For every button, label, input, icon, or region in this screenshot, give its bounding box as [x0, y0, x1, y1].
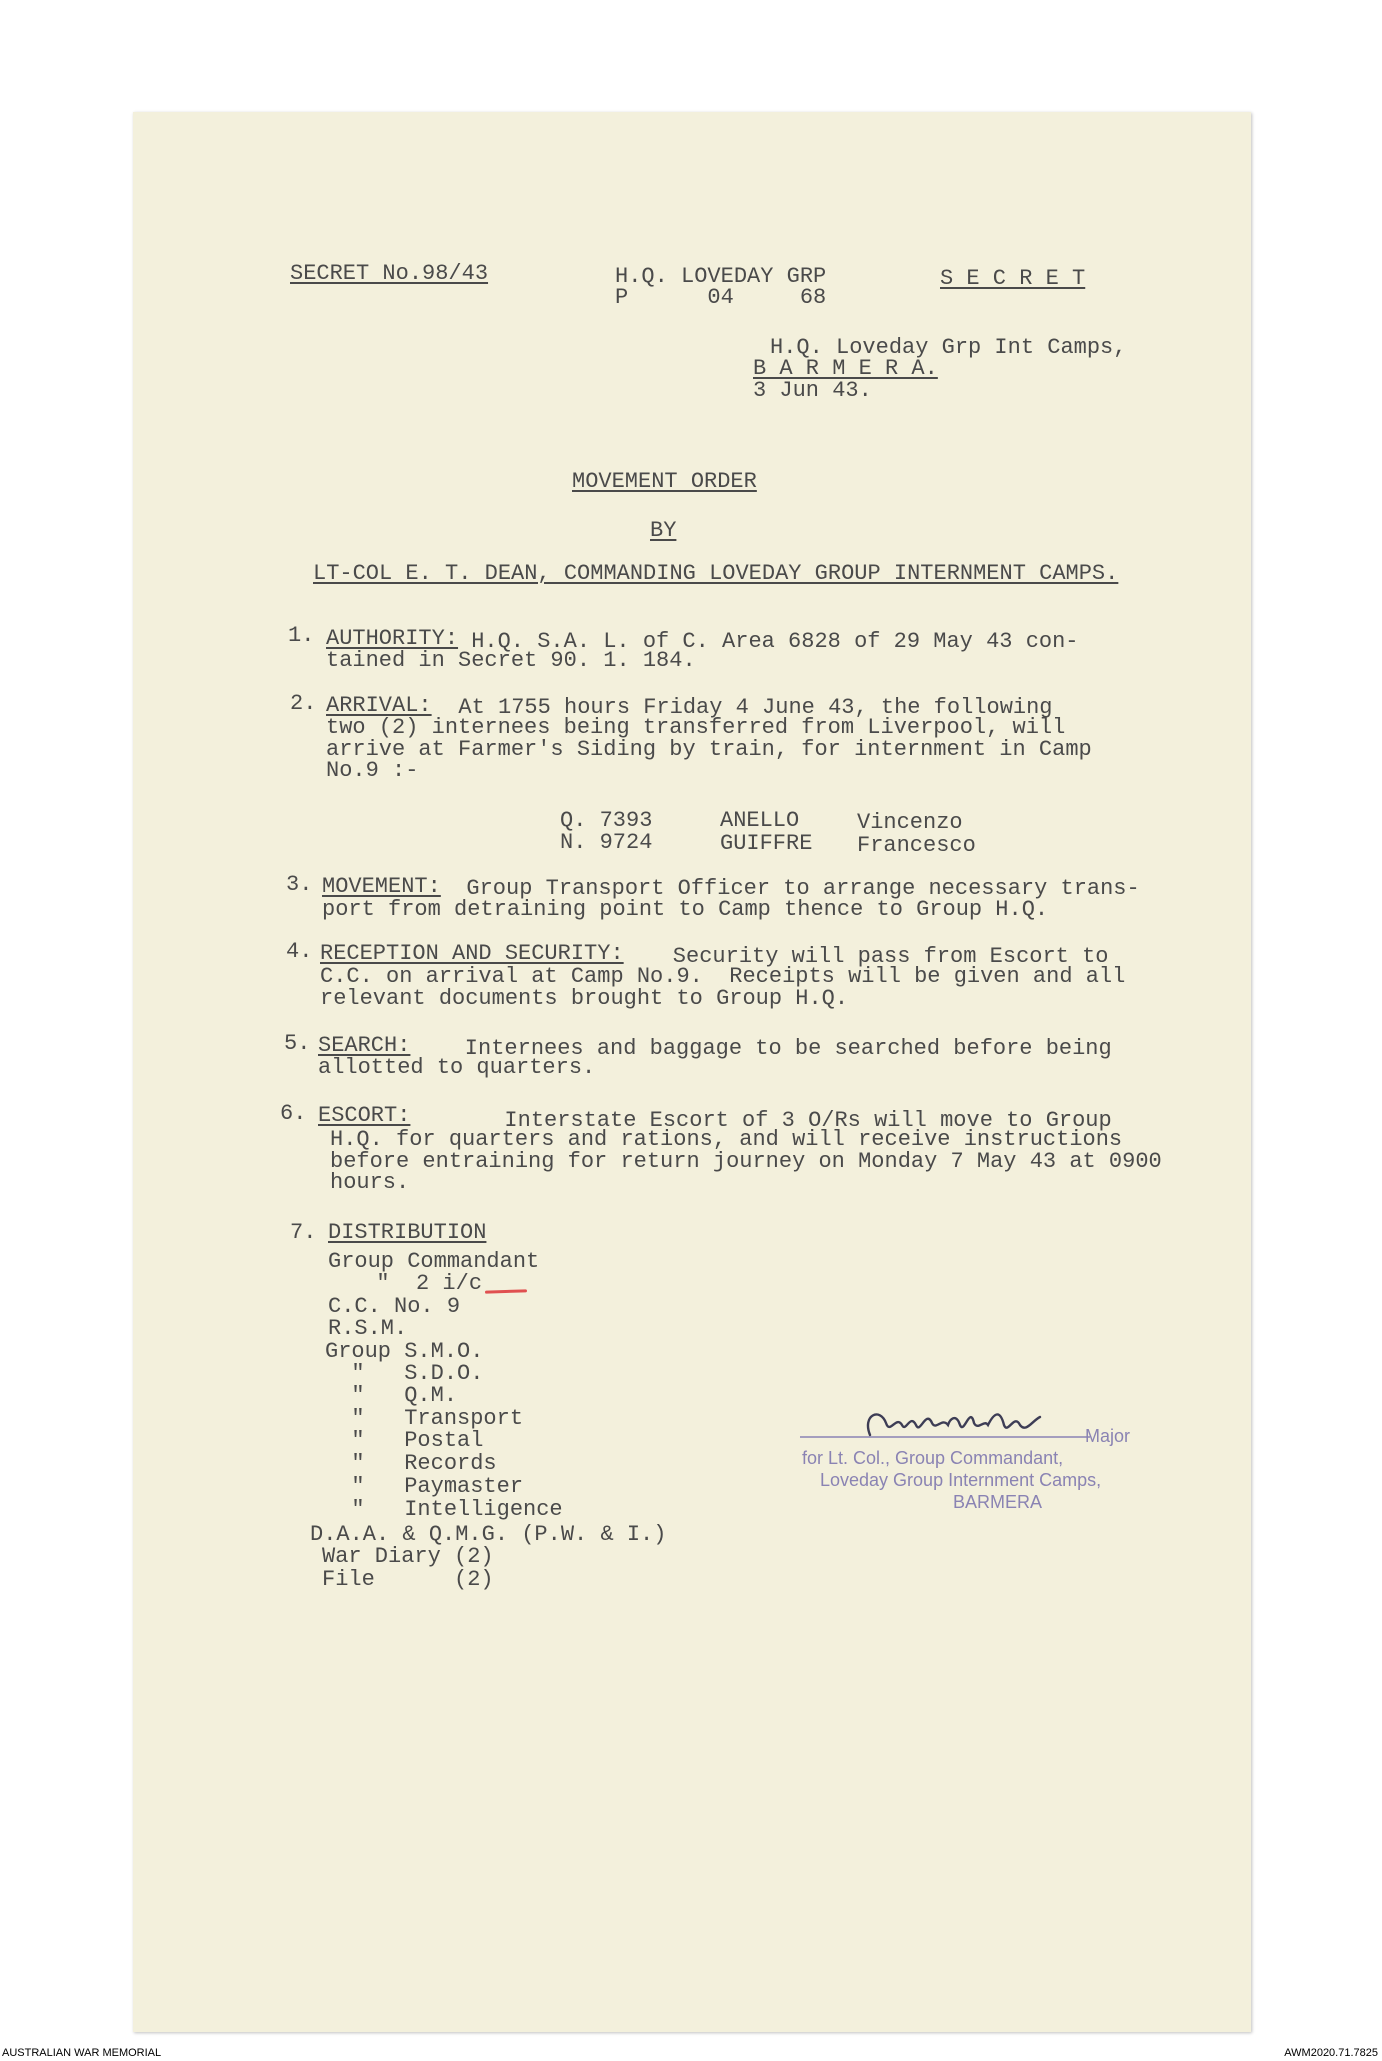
secret-reference: SECRET No.98/43 [290, 261, 489, 286]
footer-source: AUSTRALIAN WAR MEMORIAL [2, 2047, 162, 2059]
stamp-rank: Major [1085, 1426, 1131, 1446]
document-sheet [133, 112, 1251, 2032]
distribution-item: " Paymaster [325, 1474, 524, 1499]
para-6-line-2: H.Q. for quarters and rations, and will receive instructions [330, 1127, 1123, 1152]
distribution-item: C.C. No. 9 [328, 1294, 461, 1319]
para-7-heading: DISTRIBUTION [328, 1220, 487, 1245]
para-5-line-1: Internees and baggage to be searched before being [412, 1036, 1112, 1061]
distribution-item: " S.D.O. [325, 1361, 484, 1386]
document-date: 3 Jun 43. [753, 378, 872, 403]
distribution-item: Group S.M.O. [325, 1339, 484, 1364]
para-7-number: 7. [290, 1220, 317, 1245]
para-6-line-1: Interstate Escort of 3 O/Rs will move to Group [412, 1108, 1112, 1133]
para-3-line-2: port from detraining point to Camp thence to Group H.Q. [322, 897, 1049, 922]
footer-accession-number: AWM2020.71.7825 [1284, 2047, 1378, 2059]
para-1-line-2: tained in Secret 90. 1. 184. [326, 648, 696, 673]
para-1-heading: AUTHORITY: [326, 626, 459, 651]
classification-secret: S E C R E T [940, 266, 1086, 291]
distribution-item: Group Commandant [328, 1249, 540, 1274]
distribution-item: File (2) [322, 1567, 494, 1592]
para-3-line-1: Group Transport Officer to arrange necessary trans- [440, 876, 1140, 901]
distribution-item: R.S.M. [328, 1316, 408, 1341]
handwritten-signature [800, 1395, 1100, 1450]
distribution-item: " Records [325, 1451, 497, 1476]
distribution-item: " Q.M. [325, 1383, 458, 1408]
internee-1-given: Vincenzo [857, 810, 963, 835]
hq-line-1: H.Q. LOVEDAY GRP [615, 264, 827, 289]
para-2-line-2: two (2) internees being transferred from Liverpool, will [326, 715, 1066, 740]
para-5-number: 5. [284, 1031, 311, 1056]
internee-1-surname: ANELLO [720, 808, 800, 833]
para-4-line-2: C.C. on arrival at Camp No.9. Receipts will be given and all [320, 964, 1126, 989]
para-4-line-1: Security will pass from Escort to [620, 944, 1109, 969]
para-6-heading: ESCORT: [318, 1103, 411, 1128]
stamp-line-2: Loveday Group Internment Camps, [820, 1470, 1102, 1490]
distribution-item: " 2 i/c [350, 1271, 483, 1296]
para-2-line-1: At 1755 hours Friday 4 June 43, the following [432, 695, 1053, 720]
stamp-line-1: for Lt. Col., Group Commandant, [802, 1448, 1064, 1468]
para-6-number: 6. [280, 1101, 307, 1126]
para-6-line-4: hours. [330, 1170, 410, 1195]
title-commanding-officer: LT-COL E. T. DEAN, COMMANDING LOVEDAY GROUP INTERNMENT CAMPS. [313, 561, 1119, 586]
internee-2-given: Francesco [857, 833, 976, 858]
internee-2-number: N. 9724 [560, 830, 653, 855]
distribution-item: War Diary (2) [322, 1544, 494, 1569]
para-5-heading: SEARCH: [318, 1033, 411, 1058]
para-2-heading: ARRIVAL: [326, 693, 432, 718]
address-line-1: H.Q. Loveday Grp Int Camps, [770, 335, 1127, 360]
para-4-heading: RECEPTION AND SECURITY: [320, 941, 624, 966]
para-5-line-2: allotted to quarters. [318, 1055, 596, 1080]
distribution-item: " Transport [325, 1406, 524, 1431]
para-2-line-3: arrive at Farmer's Siding by train, for internment in Camp [326, 737, 1092, 762]
title-movement-order: MOVEMENT ORDER [572, 469, 757, 494]
stamp-line-3: BARMERA [953, 1492, 1043, 1512]
title-by: BY [650, 518, 677, 543]
para-4-line-3: relevant documents brought to Group H.Q. [320, 986, 849, 1011]
para-2-number: 2. [290, 691, 317, 716]
address-line-2: B A R M E R A. [753, 356, 938, 381]
para-2-line-4: No.9 :- [326, 758, 419, 783]
para-1-line-1: H.Q. S.A. L. of C. Area 6828 of 29 May 43 con- [458, 629, 1079, 654]
internee-2-surname: GUIFFRE [720, 831, 813, 856]
para-3-number: 3. [286, 872, 313, 897]
internee-1-number: Q. 7393 [560, 808, 653, 833]
distribution-item: " Postal [325, 1428, 484, 1453]
distribution-item: D.A.A. & Q.M.G. (P.W. & I.) [310, 1522, 667, 1547]
para-3-heading: MOVEMENT: [322, 874, 441, 899]
distribution-item: " Intelligence [325, 1497, 563, 1522]
para-1-number: 1. [288, 623, 315, 648]
para-4-number: 4. [286, 939, 313, 964]
para-6-line-3: before entraining for return journey on Monday 7 May 43 at 0900 [330, 1149, 1162, 1174]
hq-line-2: P 04 68 [615, 285, 827, 310]
